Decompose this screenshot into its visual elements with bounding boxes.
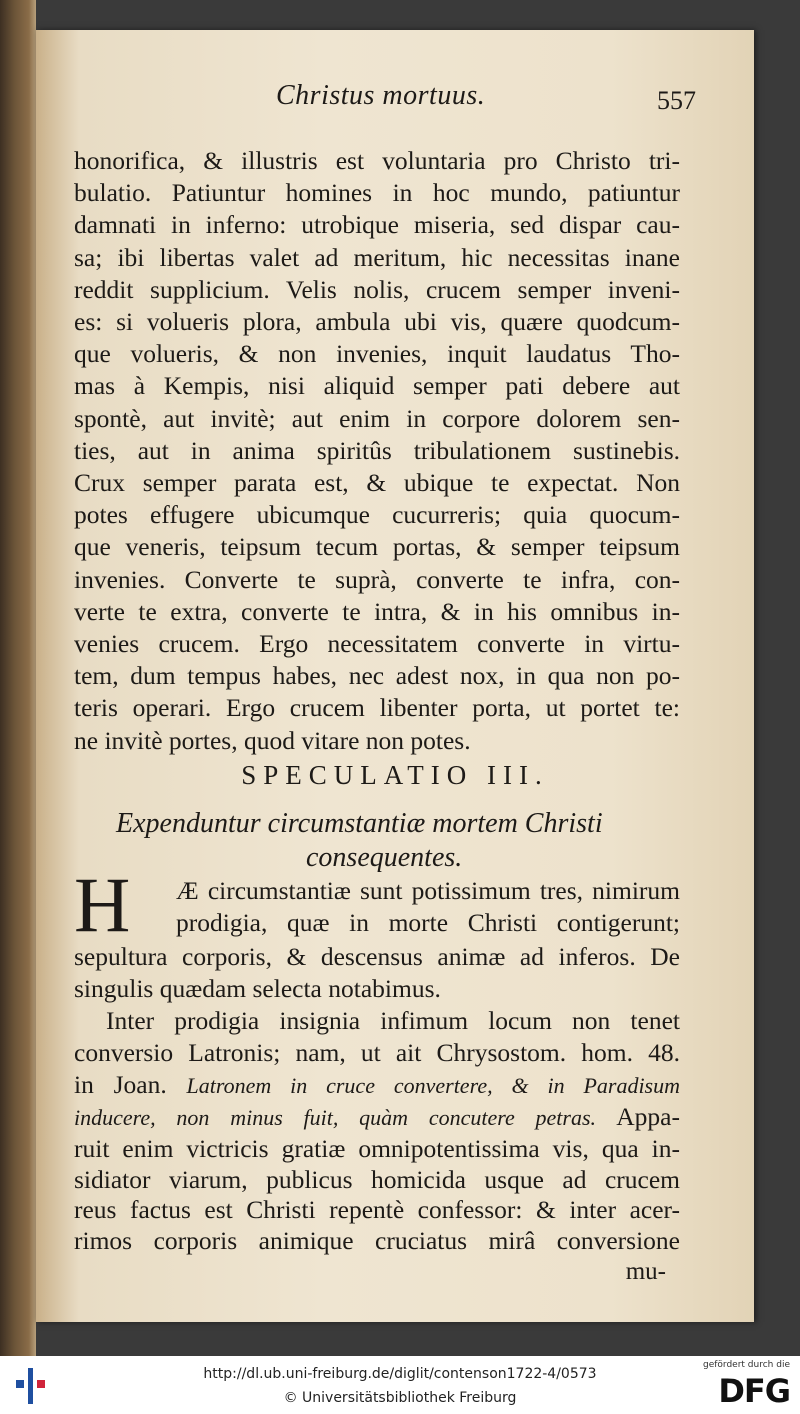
book-page [36, 30, 754, 1322]
text-line: potes effugere ubicumque cucurreris; quia quocum- [74, 500, 680, 530]
running-head: Christus mortuus. [276, 80, 486, 111]
text-line: sepultura corporis, & descensus animæ ad inferos. De [74, 942, 680, 971]
text-line: venies crucem. Ergo necessitatem converte in virtu- [74, 629, 680, 658]
text-line: reddit supplicium. Velis nolis, crucem semper inveni- [74, 274, 680, 304]
quotation-italic: Latronem in cruce convertere, & in Paradisum [186, 1073, 681, 1098]
text-line [74, 1070, 680, 1101]
left-page-edge [0, 0, 36, 1356]
drop-cap: H [74, 861, 131, 948]
text-line: conversio Latronis; nam, ut ait Chrysostom. hom. 48. [74, 1038, 680, 1067]
page-header [76, 80, 696, 120]
text-line: rimos corporis animique cruciatus mirâ conversione [74, 1225, 680, 1255]
quotation-italic: inducere, non minus fuit, quàm concutere petras. [74, 1105, 597, 1130]
text-line: verte te extra, converte te intra, & in his omnibus in- [74, 596, 680, 626]
funding-label: gefördert durch die [703, 1360, 790, 1370]
subheading-line-1: Expenduntur circumstantiæ mortem Christi [116, 808, 603, 839]
text-line: tem, dum tempus habes, nec adest nox, in qua non po- [74, 661, 680, 691]
dfg-logo: DFG [718, 1372, 790, 1410]
copyright-notice: © Universitätsbibliothek Freiburg [283, 1390, 517, 1406]
text-line: damnati in inferno: utrobique miseria, sed dispar cau- [74, 210, 680, 240]
viewer-footer [0, 1356, 800, 1414]
text-line: honorifica, & illustris est voluntaria pro Christo tri- [74, 146, 680, 175]
text-line: ne invitè portes, quod vitare non potes. [74, 725, 471, 755]
text-line: Crux semper parata est, & ubique te expectat. Non [74, 468, 680, 497]
text-line-roman: Appa- [616, 1102, 680, 1131]
text-line: sa; ibi libertas valet ad meritum, hic necessitas inane [74, 242, 680, 272]
text-line: que volueris, & non invenies, inquit laudatus Tho- [74, 339, 680, 369]
text-line: singulis quædam selecta notabimus. [74, 974, 441, 1003]
text-line-roman: in Joan. [74, 1070, 167, 1099]
text-line: ruit enim victricis gratiæ omnipotentissima vis, qua in- [74, 1134, 680, 1163]
text-line: sidiator viarum, publicus homicida usque ad crucem [74, 1164, 680, 1194]
text-line: ties, aut in anima spiritûs tribulationem sustinebis. [74, 435, 680, 465]
text-line: reus factus est Christi repentè confessor: & inter acer- [74, 1195, 680, 1224]
section-heading: SPECULATIO III. [241, 760, 549, 790]
text-line: mas à Kempis, nisi aliquid semper pati debere aut [74, 371, 680, 401]
text-line: spontè, aut invitè; aut enim in corpore dolorem sen- [74, 403, 680, 433]
text-line: es: si volueris plora, ambula ubi vis, quære quodcum- [74, 307, 680, 336]
text-line: bulatio. Patiuntur homines in hoc mundo, patiuntur [74, 178, 680, 208]
text-line: Æ circumstantiæ sunt potissimum tres, nimirum [176, 876, 680, 905]
catchword: mu- [625, 1258, 666, 1285]
text-line [74, 1102, 680, 1133]
text-line: invenies. Converte te suprà, converte te infra, con- [74, 564, 680, 594]
subheading-line-2: consequentes. [306, 842, 463, 873]
page-number: 557 [657, 86, 696, 115]
document-url[interactable]: http://dl.ub.uni-freiburg.de/diglit/contenson1722-4/0573 [203, 1366, 597, 1382]
text-line: teris operari. Ergo crucem libenter porta, ut portet te: [74, 693, 680, 723]
text-line: prodigia, quæ in morte Christi contigerunt; [176, 908, 680, 937]
text-line: Inter prodigia insignia infimum locum non tenet [106, 1006, 680, 1035]
text-line: que veneris, teipsum tecum portas, & semper teipsum [74, 532, 680, 562]
